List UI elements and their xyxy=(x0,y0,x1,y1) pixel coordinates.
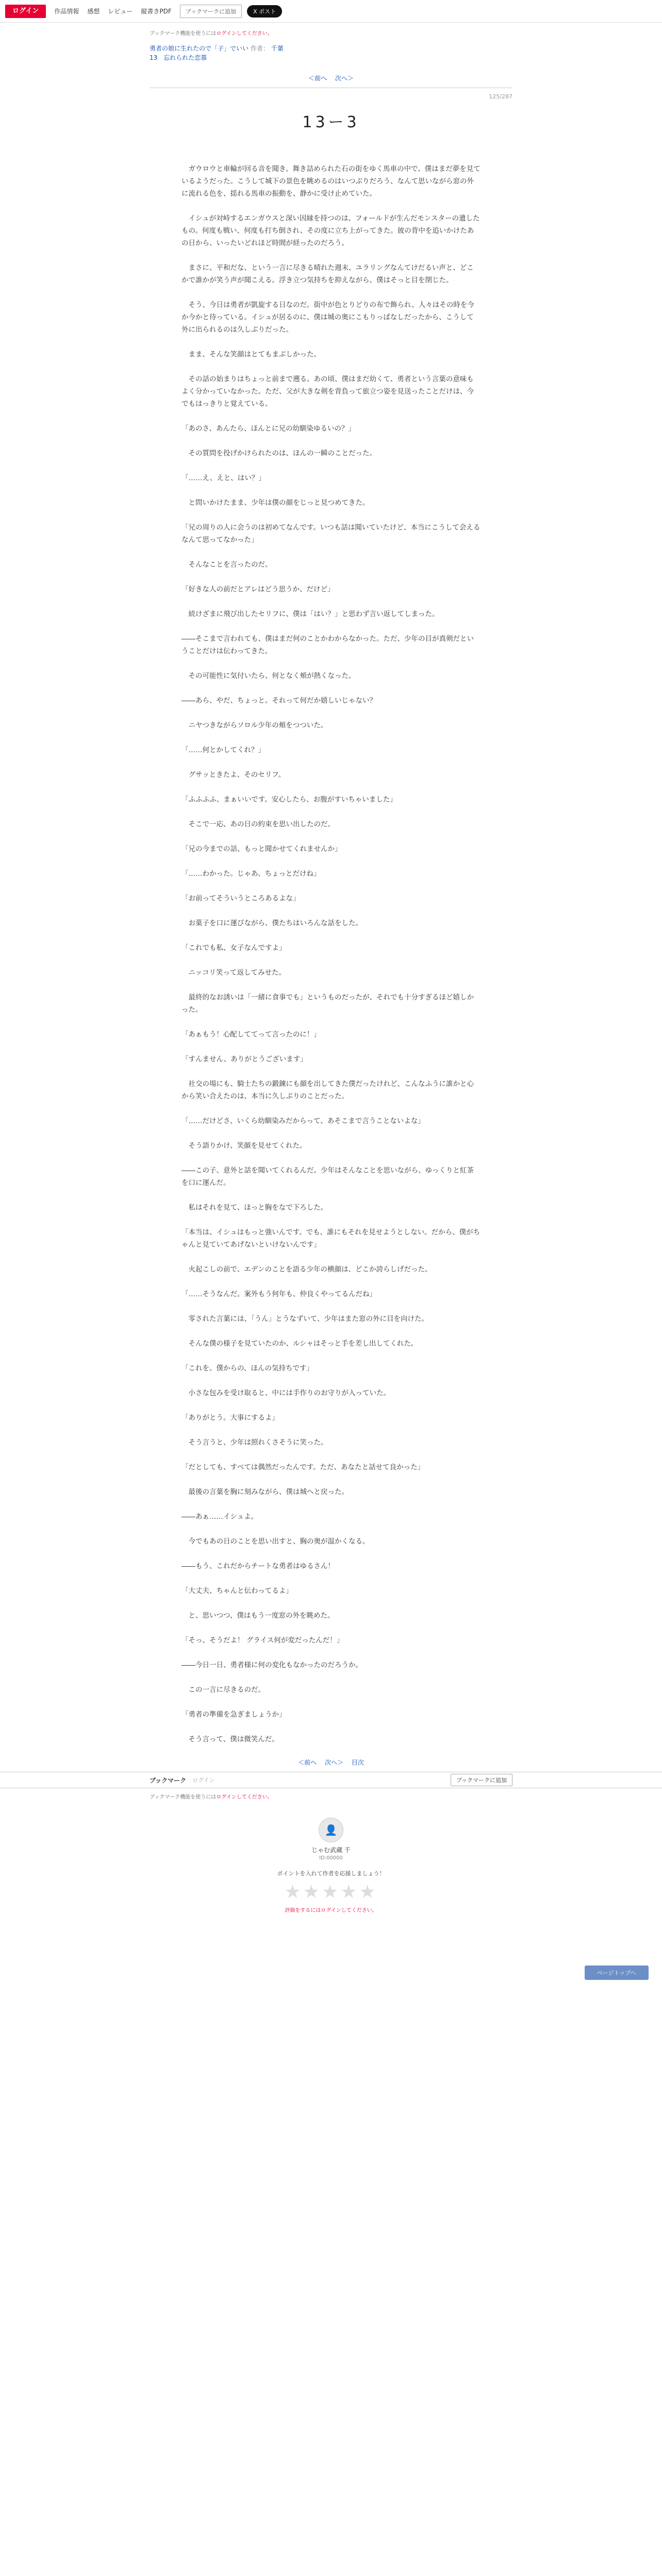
bookmark-bar-label: ブックマーク xyxy=(150,1776,187,1784)
paragraph: まま、そんな笑顔はとてもまぶしかった。 xyxy=(181,350,321,359)
next-link-bottom[interactable]: 次へ＞ xyxy=(324,1759,343,1766)
paragraph: 私はそれを見て、ほっと胸をなで下ろした。 xyxy=(181,1204,328,1212)
paragraph: 「ふふふふ、まぁいいです。安心したら、お腹がすいちゃいました」 xyxy=(181,795,397,804)
notice2-login-link[interactable]: ログインしてください。 xyxy=(216,1794,273,1800)
nav-item-info[interactable]: 作品情報 xyxy=(54,8,79,15)
paragraph: ニヤつきながらソロル少年の頬をつついた。 xyxy=(181,721,328,730)
paragraph: 今でもあの日のことを思い出すと、胸の奥が温かくなる。 xyxy=(181,1537,370,1546)
paragraph: 「兄の周りの人に会うのは初めてなんです。いつも話は聞いていたけど、本当にこうして会えるなんて思ってなかった」 xyxy=(181,523,481,544)
paragraph: そう、今日は勇者が凱旋する日なのだ。街中が色とりどりの布で飾られ、人々はその時を今か今かと待っている。イシュが居るのに、僕は城の奥にこもりっぱなしだったから、こうして外に出られるのは久しぶりだった。 xyxy=(181,301,474,334)
top-pager xyxy=(0,74,662,82)
paragraph: この一言に尽きるのだ。 xyxy=(181,1686,265,1694)
paragraph: 「そっ、そうだよ！ グライス何が変だったんだ！」 xyxy=(181,1636,344,1645)
paragraph: そんな僕の様子を見ていたのか、ルシャはそっと手を差し出してくれた。 xyxy=(181,1340,418,1348)
paragraph: 「だとしても、すべては偶然だったんです。ただ、あなたと話せて良かった」 xyxy=(181,1463,425,1471)
rating-box xyxy=(274,1869,388,1913)
paragraph: そう言うと、少年は照れくさそうに笑った。 xyxy=(181,1438,328,1447)
bookmark-bar-add-button[interactable]: ブックマークに追加 xyxy=(451,1774,512,1786)
author-box xyxy=(274,1818,388,1861)
paragraph: 「あぁもう！心配しててって言ったのに！」 xyxy=(181,1030,321,1039)
bottom-pager xyxy=(0,1758,662,1767)
notice-text: ブックマーク機能を使うには xyxy=(150,31,217,37)
paragraph: ――あぁ……イシュよ。 xyxy=(181,1513,258,1521)
next-link[interactable]: 次へ＞ xyxy=(335,75,354,82)
paragraph: 続けざまに飛び出したセリフに、僕は「はい？」と思わず言い返してしまった。 xyxy=(181,610,439,618)
paragraph: 零された言葉には、「うん」とうなずいて、少年はまた窓の外に目を向けた。 xyxy=(181,1315,428,1323)
paragraph: イシュが対峙するエンガウスと深い因縁を持つのは、フォールドが生んだモンスターの遺したもの。何度も戦い、何度も打ち倒され、その度に立ち上がってきた。彼の背中を追いかけたあの日から、いったいどれほど時間が経ったのだろう。 xyxy=(181,214,480,247)
notice2-text: ブックマーク機能を使うには xyxy=(150,1794,217,1800)
paragraph: ――今日一日、勇者様に何の変化もなかったのだろうか。 xyxy=(181,1661,362,1669)
page-top-button[interactable]: ページトップへ xyxy=(585,1965,649,1980)
paragraph: 「これでも私、女子なんですよ」 xyxy=(181,944,286,952)
nav-item-impressions[interactable]: 感想 xyxy=(87,8,100,15)
paragraph: その可能性に気付いたら、何となく頬が熱くなった。 xyxy=(181,672,356,680)
bookmark-bar-login[interactable]: ログイン xyxy=(192,1777,215,1784)
login-button[interactable]: ログイン xyxy=(5,5,46,18)
paragraph: 「……え、えと、はい？」 xyxy=(181,474,266,482)
paragraph: 「お前ってそういうところあるよな」 xyxy=(181,894,300,903)
paragraph: 「あのさ、あんたら、ほんとに兄の幼馴染ゆるいの？」 xyxy=(181,425,355,433)
paragraph: ――もう、これだからチートな勇者はゆるさん！ xyxy=(181,1562,335,1570)
paragraph: 「本当は、イシュはもっと強いんです。でも、誰にもそれを見せようとしない。だから、僕がちゃんと見ていてあげないといけないんです」 xyxy=(181,1228,481,1249)
paragraph: 「兄の今までの話、もっと聞かせてくれませんか」 xyxy=(181,845,342,853)
author-label: 作者： xyxy=(250,45,269,52)
paragraph: 最終的なお誘いは「一緒に食事でも」というものだったが、それでも十分すぎるほど嬉しかった。 xyxy=(181,993,474,1014)
nav-item-reviews[interactable]: レビュー xyxy=(108,8,133,15)
paragraph: 「すんません、ありがとうございます」 xyxy=(181,1055,307,1063)
notice-login-link[interactable]: ログインしてください。 xyxy=(216,31,273,37)
paragraph: 小さな包みを受け取ると、中には手作りのお守りが入っていた。 xyxy=(181,1389,390,1397)
paragraph: 「これを。僕からの、ほんの気持ちです」 xyxy=(181,1364,313,1372)
novel-title-link[interactable]: 勇者の娘に生れたので「子」でいい xyxy=(150,45,249,52)
paragraph: 「……そうなんだ。案外もう何年も、仲良くやってるんだね」 xyxy=(181,1290,376,1298)
author-name[interactable]: じゃむ武蔵 千 xyxy=(311,1846,351,1854)
paragraph: ニッコリ笑って返してみせた。 xyxy=(181,969,286,977)
paragraph: 「好きな人の前だとアレはどう思うか、だけど」 xyxy=(181,585,335,594)
avatar[interactable]: 👤 xyxy=(319,1818,343,1842)
top-navigation xyxy=(0,0,662,23)
paragraph: ――そこまで言われても、僕はまだ何のことかわからなかった。ただ、少年の目が真剣だということだけは伝わってきた。 xyxy=(181,635,474,655)
chapter-label[interactable]: 13 忘れられた恋慕 xyxy=(150,54,207,61)
novel-header xyxy=(150,44,662,62)
author-link[interactable]: 千葉 xyxy=(271,45,284,52)
novel-body xyxy=(0,163,662,1745)
bookmark-add-button[interactable]: ブックマークに追加 xyxy=(180,5,242,18)
paragraph: と問いかけたまま、少年は僕の顔をじっと見つめてきた。 xyxy=(181,499,370,507)
paragraph: そう言って、僕は微笑んだ。 xyxy=(181,1735,279,1743)
paragraph: と、思いつつ、僕はもう一度窓の外を眺めた。 xyxy=(181,1612,335,1620)
paragraph: 最後の言葉を胸に刻みながら、僕は城へと戻った。 xyxy=(181,1488,349,1496)
paragraph: 「大丈夫、ちゃんと伝わってるよ」 xyxy=(181,1587,293,1595)
page-number: 125/287 xyxy=(489,93,512,100)
paragraph: 「ありがとう。大事にするよ」 xyxy=(181,1414,279,1422)
bookmark-login-notice-bottom xyxy=(150,1792,662,1800)
paragraph: 火起こしの前で、エデンのことを語る少年の横顔は、どこか誇らしげだった。 xyxy=(181,1265,432,1274)
paragraph: グサッときたよ、そのセリフ。 xyxy=(181,771,286,779)
rating-message: ポイントを入れて作者を応援しましょう！ xyxy=(277,1870,385,1877)
paragraph: その話の始まりはちょっと前まで遡る。あの頃、僕はまだ幼くて、勇者という言葉の意味もよく分かっていなかった。ただ、父が大きな剣を背負って旅立つ姿を見送ったことだけは、今でもはっきりと覚えている。 xyxy=(181,375,474,408)
chapter-title: 13ー3 xyxy=(302,113,360,131)
paragraph: 「……わかった。じゃあ、ちょっとだけね」 xyxy=(181,870,321,878)
nav-item-pdf[interactable]: 縦書きPDF xyxy=(141,8,172,15)
paragraph: まさに、平和だな、という一言に尽きる晴れた週末、ユラリングなんてけだるい声と、どこかで誰かが笑う声が聞こえる。浮き立つ気持ちを抑えながら、僕はそっと目を閉じた。 xyxy=(181,264,474,284)
paragraph: ガウロウと車輪が回る音を聞き、舞き詰められた石の街をゆく馬車の中で、僕はまだ夢を見ているようだった。こうして城下の景色を眺めるのはいつぶりだろう、なんて思いながら窓の外に流れる色を、揺れる馬車の振動を、静かに受け止めていた。 xyxy=(181,165,481,198)
paragraph: そんなことを言ったのだ。 xyxy=(181,561,272,569)
paragraph: ――この子、意外と話を聞いてくれるんだ。少年はそんなことを思いながら、ゆっくりと紅茶を口に運んだ。 xyxy=(181,1166,474,1187)
paragraph: 社交の場にも、騎士たちの鍛錬にも顔を出してきた僕だったけれど、こんなふうに誰かと心から笑い合えたのは、本当に久しぶりのことだった。 xyxy=(181,1080,474,1100)
paragraph: そう語りかけ、笑顔を見せてくれた。 xyxy=(181,1142,307,1150)
prev-link-bottom[interactable]: ＜前へ xyxy=(298,1759,317,1766)
paragraph: そこで一応、あの日の約束を思い出したのだ。 xyxy=(181,820,335,828)
author-id: ID:00000 xyxy=(319,1855,343,1861)
x-share-button[interactable]: X ポスト xyxy=(247,5,282,18)
rating-login-note[interactable]: 評価をするにはログインしてください。 xyxy=(285,1908,377,1913)
paragraph: 「……だけどさ、いくら幼馴染みだからって、あそこまで言うことないよな」 xyxy=(181,1117,425,1125)
paragraph: 「勇者の準備を急ぎましょうか」 xyxy=(181,1710,286,1719)
paragraph: その質問を投げかけられたのは、ほんの一瞬のことだった。 xyxy=(181,449,376,457)
paragraph: ――あら、やだ、ちょっと。それって何だか嬉しいじゃない？ xyxy=(181,697,376,705)
bookmark-bar xyxy=(0,1772,662,1788)
paragraph: お菓子を口に運びながら、僕たちはいろんな話をした。 xyxy=(181,919,362,927)
prev-link[interactable]: ＜前へ xyxy=(308,75,327,82)
rating-stars[interactable]: ★★★★★ xyxy=(284,1882,378,1903)
bookmark-login-notice xyxy=(150,29,662,37)
toc-link[interactable]: 目次 xyxy=(351,1759,364,1766)
paragraph: 「……何とかしてくれ？」 xyxy=(181,746,265,754)
